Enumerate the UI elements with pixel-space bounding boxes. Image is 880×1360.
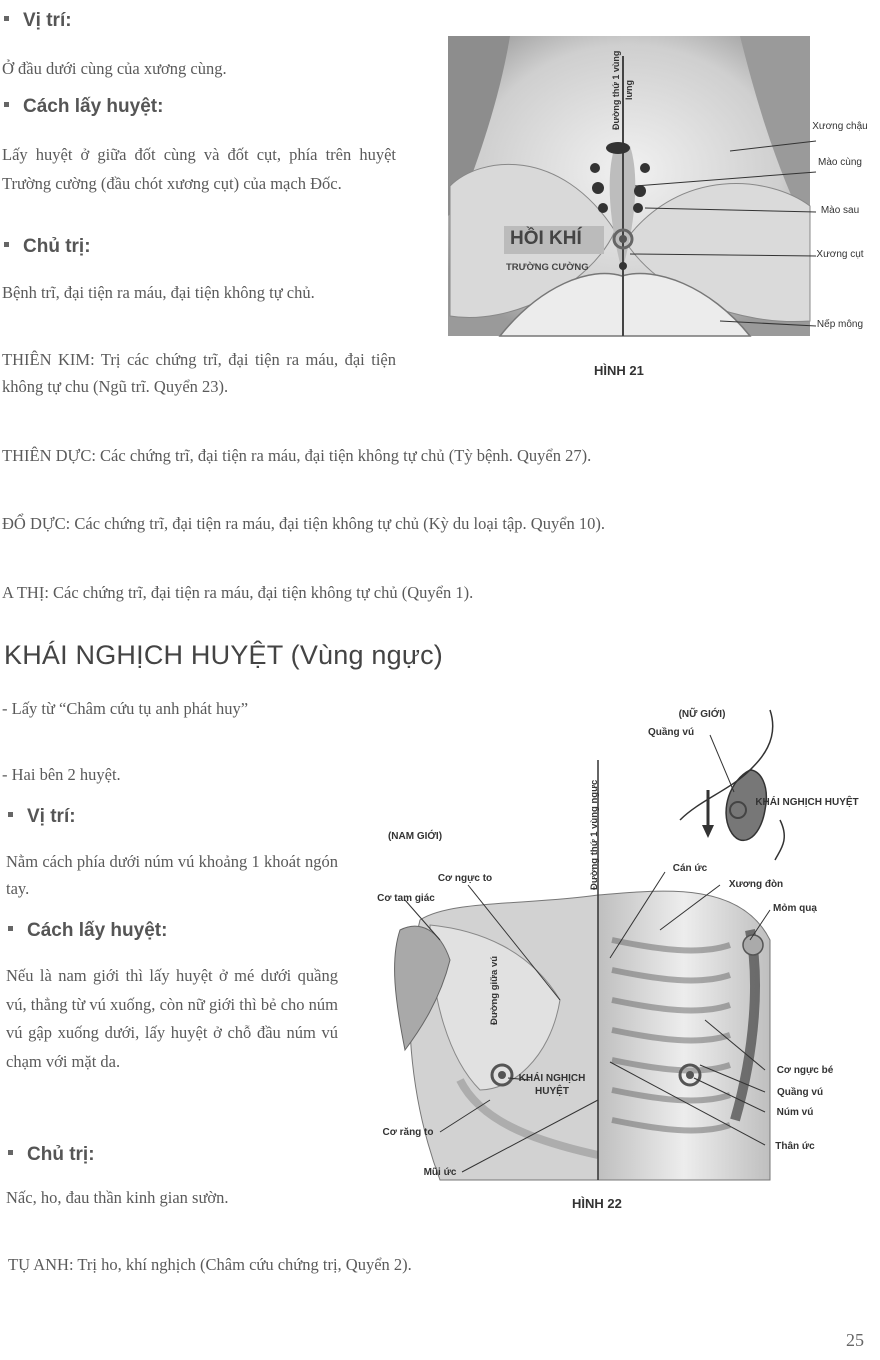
- count-line: - Hai bên 2 huyệt.: [2, 765, 121, 784]
- point-truong-cuong: TRƯỜNG CƯỜNG: [506, 262, 589, 273]
- point-hoi-khi: HỒI KHÍ: [510, 228, 582, 249]
- figure-21: [440, 36, 870, 356]
- cach-lay-text-1: Lấy huyệt ở giữa đốt cùng và đốt cụt, phía trên huyệt Trường cường (đầu chót xương cụt) của mạch Đốc.: [2, 145, 396, 193]
- bullet-icon: [8, 812, 13, 817]
- do-duc-paragraph: ĐỔ DỰC: Các chứng trĩ, đại tiện ra máu, đại tiện không tự chủ (Kỳ du loại tập. Quyển 10).: [2, 514, 606, 533]
- heading-text: Vị trí:: [23, 10, 72, 31]
- label-xuong-cut: Xương cụt: [816, 249, 864, 260]
- a-thi-paragraph: A THỊ: Các chứng trĩ, đại tiện ra máu, đại tiện không tự chủ (Quyển 1).: [2, 583, 474, 602]
- tu-anh-paragraph: TỤ ANH: Trị ho, khí nghịch (Châm cứu chứng trị, Quyển 2).: [8, 1255, 412, 1274]
- label-vertical-line: Đường thứ 1 vùng ngực: [589, 779, 600, 891]
- heading-text: Chủ trị:: [27, 1144, 95, 1165]
- chu-tri-text-1: Bệnh trĩ, đại tiện ra máu, đại tiện không tự chủ.: [2, 283, 315, 302]
- heading-text: Vị trí:: [27, 806, 76, 827]
- cach-lay-heading-2: [8, 920, 167, 942]
- label-than-uc: Thân ức: [775, 1141, 815, 1152]
- cach-lay-heading-1: [4, 96, 163, 118]
- label-co-nguc-to: Cơ ngực to: [437, 873, 493, 884]
- bullet-icon: [8, 1150, 13, 1155]
- label-co-nguc-be: Cơ ngực bé: [776, 1065, 834, 1076]
- label-can-uc: Cán ức: [672, 863, 708, 874]
- bullet-icon: [4, 16, 9, 21]
- label-co-rang-to: Cơ răng to: [382, 1127, 434, 1138]
- page-number: 25: [846, 1330, 864, 1350]
- label-mui-uc: Mũi ức: [423, 1167, 457, 1178]
- vi-tri-text-1: Ở đầu dưới cùng của xương cùng.: [2, 59, 227, 78]
- cach-lay-text-2: Nếu là nam giới thì lấy huyệt ở mé dưới quầng vú, thẳng từ vú xuống, còn nữ giới thì bẻ cho núm vú gập xuống dưới, lấy huyệt ở chỗ đầu núm vú chạm với mặt da.: [6, 966, 338, 1071]
- section-title: KHÁI NGHỊCH HUYỆT (Vùng ngực): [4, 640, 443, 670]
- bullet-icon: [4, 102, 9, 107]
- label-nep-mong: Nếp mông: [816, 319, 864, 330]
- vi-tri-heading-1: [4, 10, 72, 32]
- heading-text: Chủ trị:: [23, 236, 91, 257]
- label-mom-qua: Mỏm quạ: [773, 903, 817, 914]
- vi-tri-heading-2: [8, 806, 76, 828]
- chu-tri-heading-1: [4, 236, 91, 258]
- label-nam-gioi: (NAM GIỚI): [387, 831, 443, 842]
- label-nu-gioi: (NỮ GIỚI): [678, 709, 726, 720]
- chu-tri-heading-2: [8, 1144, 95, 1166]
- chu-tri-text-2: Nấc, ho, đau thần kinh gian sườn.: [6, 1188, 229, 1207]
- label-num-vu: Núm vú: [776, 1107, 814, 1118]
- vi-tri-text-2: Nằm cách phía dưới núm vú khoảng 1 khoát ngón tay.: [6, 852, 338, 898]
- thien-kim-paragraph: THIÊN KIM: Trị các chứng trĩ, đại tiện ra máu, đại tiện không tự chu (Ngũ trĩ. Quyển 23).: [2, 350, 396, 396]
- bullet-icon: [8, 926, 13, 931]
- label-duong-giua-vu: Đường giữa vú: [489, 955, 500, 1025]
- label-khai-nghich-center: KHÁI NGHỊCH HUYỆT: [518, 1073, 586, 1097]
- fig21-line-label: Đường thứ 1 vùng lưng: [611, 50, 634, 130]
- figure-21-caption: HÌNH 21: [594, 363, 644, 378]
- label-xuong-don: Xương đòn: [728, 879, 784, 890]
- bullet-icon: [4, 242, 9, 247]
- pelvis-illustration: [440, 36, 870, 356]
- label-quang-vu-top: Quầng vú: [647, 727, 695, 738]
- figure-22-caption: HÌNH 22: [572, 1196, 622, 1211]
- heading-text: Cách lấy huyệt:: [23, 96, 164, 117]
- label-quang-vu: Quầng vú: [776, 1087, 824, 1098]
- source-line: - Lấy từ “Châm cứu tụ anh phát huy”: [2, 699, 249, 718]
- figure-22: [360, 700, 870, 1190]
- label-khai-nghich-right: KHÁI NGHỊCH HUYỆT: [755, 797, 859, 808]
- label-mao-cung: Mào cùng: [818, 157, 862, 168]
- label-co-tam-giac: Cơ tam giác: [377, 893, 435, 904]
- heading-text: Cách lấy huyệt:: [27, 920, 168, 941]
- thien-duc-paragraph: THIÊN DỰC: Các chứng trĩ, đại tiện ra máu, đại tiện không tự chủ (Tỳ bệnh. Quyển 27).: [2, 446, 592, 465]
- label-mao-sau: Mào sau: [820, 205, 860, 216]
- label-xuong-chau: Xương chậu: [812, 121, 868, 132]
